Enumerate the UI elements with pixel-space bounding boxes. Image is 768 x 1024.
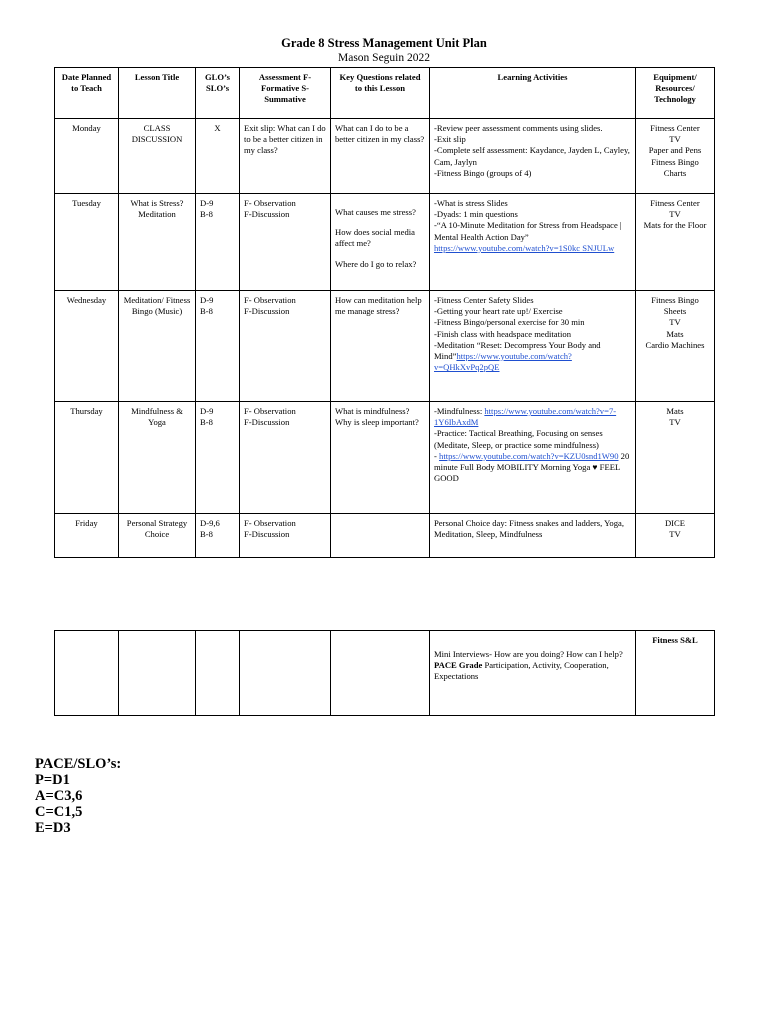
activity-text: -Fitness Center Safety Slides	[434, 295, 534, 305]
equipment-item: TV	[669, 417, 681, 428]
column-header: Date Planned to Teach	[55, 68, 119, 119]
column-header: Lesson Title	[119, 68, 196, 119]
extra-activity-table	[54, 630, 715, 716]
activity-text: -What is stress Slides	[434, 198, 508, 208]
assessment-text: F- Observation	[244, 518, 296, 528]
activity-text: -Fitness Bingo/personal exercise for 30 min	[434, 317, 585, 328]
activity-item	[434, 406, 631, 428]
date-cell	[55, 119, 119, 194]
date-cell	[55, 194, 119, 291]
questions-cell	[331, 402, 430, 514]
activity-text: -Fitness Bingo (groups of 4)	[434, 167, 532, 178]
equipment-item: Fitness Center	[650, 123, 700, 133]
extra-activities-cell	[430, 631, 636, 716]
assessment-text: Exit slip: What can I do to be a better citizen in my class?	[244, 123, 326, 156]
table-row	[55, 119, 715, 194]
slo-cell	[196, 194, 240, 291]
date-cell	[55, 514, 119, 558]
assessment-text: F- Observation	[244, 198, 296, 208]
activity-text: -Review peer assessment comments using slides.	[434, 123, 603, 133]
equipment-cell	[636, 291, 715, 402]
pace-legend-line: C=C1,5	[35, 804, 83, 820]
slo-value: D-9	[200, 198, 214, 208]
assessment-text: F- Observation	[244, 406, 296, 416]
pace-legend-line: E=D3	[35, 820, 71, 836]
activities-cell	[430, 514, 636, 558]
date-text: Thursday	[70, 406, 103, 416]
equipment-item: TV	[669, 317, 681, 328]
activities-cell	[430, 291, 636, 402]
assessment-cell	[240, 119, 331, 194]
key-question: What is mindfulness? Why is sleep important?	[335, 406, 419, 428]
activity-text: -Meditation “Reset: Decompress Your Body and Mind”	[434, 339, 601, 361]
extra-equipment-cell: Fitness S&L	[636, 631, 715, 716]
activity-text: -	[434, 450, 440, 461]
slo-value: D-9,6	[200, 518, 220, 528]
slo-cell	[196, 402, 240, 514]
equipment-cell	[636, 194, 715, 291]
equipment-item: Mats	[666, 328, 684, 339]
activity-item	[434, 243, 631, 254]
questions-cell	[331, 291, 430, 402]
extra-activity-text: Mini Interviews- How are you doing? How can I help?	[434, 649, 623, 659]
equipment-item: TV	[669, 134, 681, 145]
date-cell	[55, 402, 119, 514]
slo-cell	[196, 119, 240, 194]
activity-text: -Getting your heart rate up!/ Exercise	[434, 306, 563, 317]
slo-cell	[196, 291, 240, 402]
assessment-text: F-Discussion	[244, 529, 290, 540]
lesson-title-cell	[119, 291, 196, 402]
activity-text: Personal Choice day: Fitness snakes and ladders, Yoga, Meditation, Sleep, Mindfulness	[434, 518, 624, 540]
assessment-text: F-Discussion	[244, 306, 290, 317]
video-link[interactable]: https://www.youtube.com/watch?v=1S0kc SNJULw	[434, 242, 615, 253]
equipment-item: Mats for the Floor	[643, 220, 707, 231]
equipment-item: DICE	[664, 518, 686, 528]
video-link[interactable]: https://www.youtube.com/watch?v=QHkXvPq2pQE	[434, 350, 572, 373]
assessment-cell	[240, 402, 331, 514]
activity-item	[434, 317, 631, 328]
activity-item	[434, 209, 631, 220]
key-question: Where do I go to relax?	[335, 258, 417, 269]
activity-text: -“A 10-Minute Meditation for Stress from Headspace | Mental Health Action Day”	[434, 220, 622, 242]
activity-item	[434, 123, 631, 134]
activity-item	[434, 134, 631, 145]
equipment-item: Fitness Bingo Sheets	[651, 295, 699, 317]
questions-cell	[331, 119, 430, 194]
equipment-item: Fitness Center	[650, 198, 700, 208]
pace-grade-text: Participation, Activity, Cooperation, Expectations	[434, 660, 609, 682]
date-text: Friday	[75, 518, 98, 528]
pace-grade-label: PACE Grade	[434, 660, 483, 671]
video-link[interactable]: https://www.youtube.com/watch?v=KZU0snd1W90	[439, 450, 619, 461]
slo-value: B-8	[200, 306, 213, 317]
lesson-title: Personal Strategy Choice	[126, 518, 188, 540]
table-row	[55, 402, 715, 514]
assessment-text: F- Observation	[244, 295, 296, 305]
lesson-title: What is Stress? Meditation	[130, 198, 184, 220]
pace-legend-line: P=D1	[35, 772, 70, 788]
activity-text: -Finish class with headspace meditation	[434, 328, 571, 339]
column-header: Key Questions related to this Lesson	[331, 68, 430, 119]
slo-value: D-9	[200, 406, 214, 416]
lesson-title: Meditation/ Fitness Bingo (Music)	[123, 295, 191, 317]
table-row	[55, 631, 715, 716]
activity-text: -Dyads: 1 min questions	[434, 209, 518, 220]
column-header: Equipment/ Resources/ Technology	[636, 68, 715, 119]
pace-legend-line: PACE/SLO’s:	[35, 756, 122, 772]
document-author: Mason Seguin 2022	[338, 52, 430, 64]
assessment-cell	[240, 514, 331, 558]
video-link[interactable]: https://www.youtube.com/watch?v=7-1Y6IbAxdM	[434, 406, 617, 428]
activity-item	[434, 145, 631, 167]
document-title: Grade 8 Stress Management Unit Plan	[281, 36, 487, 50]
activities-cell	[430, 194, 636, 291]
activity-text: -Mindfulness:	[434, 406, 485, 416]
assessment-cell	[240, 194, 331, 291]
activity-text: 20 minute Full Body MOBILITY Morning Yoga ♥ FEEL GOOD	[434, 450, 630, 484]
activities-cell	[430, 402, 636, 514]
slo-value: B-8	[200, 209, 213, 220]
slo-value: B-8	[200, 529, 213, 540]
activity-item	[434, 518, 631, 540]
slo-value: B-8	[200, 417, 213, 428]
activity-text: -Exit slip	[434, 134, 466, 145]
activity-item	[434, 295, 631, 306]
slo-value: D-9	[200, 295, 214, 305]
date-text: Tuesday	[72, 198, 101, 208]
assessment-text: F-Discussion	[244, 417, 290, 428]
equipment-item: TV	[669, 529, 681, 540]
date-cell	[55, 291, 119, 402]
activity-item	[434, 220, 631, 242]
table-row	[55, 194, 715, 291]
key-question: How does social media affect me?	[335, 227, 415, 249]
key-question: What can I do to be a better citizen in my class?	[335, 123, 425, 145]
activity-item	[434, 168, 631, 179]
equipment-cell	[636, 514, 715, 558]
table-row	[55, 514, 715, 558]
equipment-item: Mats	[666, 406, 684, 416]
equipment-item: Cardio Machines	[645, 339, 705, 350]
slo-cell	[196, 514, 240, 558]
pace-legend-line: A=C3,6	[35, 788, 83, 804]
lesson-title: CLASS DISCUSSION	[131, 123, 183, 145]
equipment-item: Paper and Pens	[648, 145, 702, 156]
date-text: Monday	[72, 123, 101, 133]
column-header: GLO’s SLO’s	[196, 68, 240, 119]
equipment-cell	[636, 119, 715, 194]
lesson-title: Mindfulness & Yoga	[131, 406, 183, 428]
activity-text: -Complete self assessment: Kaydance, Jayden L, Cayley, Cam, Jaylyn	[434, 145, 630, 167]
activity-text: -Practice: Tactical Breathing, Focusing on senses (Meditate, Sleep, or practice some mindfulness)	[434, 428, 603, 450]
activity-item	[434, 329, 631, 340]
date-text: Wednesday	[66, 295, 107, 305]
questions-cell	[331, 514, 430, 558]
lesson-title-cell	[119, 514, 196, 558]
column-header: Assessment F-Formative S- Summative	[240, 68, 331, 119]
questions-cell	[331, 194, 430, 291]
equipment-item: TV	[669, 209, 681, 220]
assessment-cell	[240, 291, 331, 402]
activity-item	[434, 340, 631, 374]
activity-item	[434, 428, 631, 450]
key-question: How can meditation help me manage stress?	[335, 295, 422, 317]
equipment-item: Fitness Bingo Charts	[651, 156, 699, 178]
lesson-title-cell	[119, 194, 196, 291]
pace-slo-legend	[35, 756, 121, 836]
slo-value: X	[214, 123, 221, 133]
table-header-row	[55, 68, 715, 119]
activity-item	[434, 306, 631, 317]
activity-item	[434, 198, 631, 209]
lesson-title-cell	[119, 119, 196, 194]
table-row	[55, 291, 715, 402]
unit-plan-table	[54, 67, 715, 558]
lesson-title-cell	[119, 402, 196, 514]
column-header: Learning Activities	[430, 68, 636, 119]
key-question: What causes me stress?	[335, 207, 416, 217]
activities-cell	[430, 119, 636, 194]
equipment-cell	[636, 402, 715, 514]
activity-item	[434, 451, 631, 485]
assessment-text: F-Discussion	[244, 209, 290, 220]
